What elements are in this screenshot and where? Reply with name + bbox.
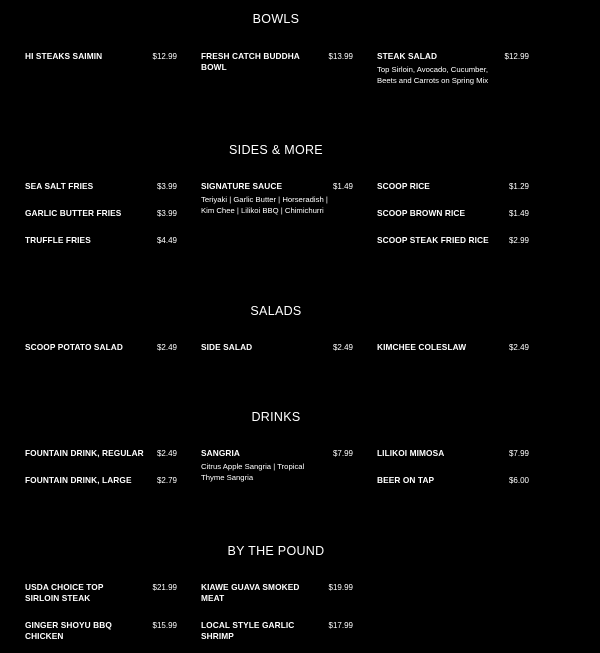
item-name: USDA CHOICE TOP SIRLOIN STEAK xyxy=(25,582,104,603)
item-price: $1.49 xyxy=(508,209,529,218)
item-name: HI STEAKS SAIMIN xyxy=(25,51,103,61)
menu-item-signature-sauce[interactable] xyxy=(201,181,353,216)
menu-item-usda-choice-top-sirloin-steak[interactable] xyxy=(25,582,177,603)
item-name: KIMCHEE COLESLAW xyxy=(377,342,467,352)
item-name: SCOOP RICE xyxy=(377,181,430,191)
section-title-bowls: BOWLS xyxy=(252,12,300,26)
item-price: $12.99 xyxy=(152,52,177,61)
item-name: FRESH CATCH BUDDHA BOWL xyxy=(201,51,300,72)
item-name: SIDE SALAD xyxy=(201,342,253,352)
menu-item-side-salad[interactable] xyxy=(201,342,353,353)
item-price: $3.99 xyxy=(156,182,177,191)
menu-item-scoop-brown-rice[interactable] xyxy=(377,208,529,219)
menu-item-fresh-catch-buddha-bowl[interactable] xyxy=(201,51,353,72)
item-price: $17.99 xyxy=(328,621,353,630)
item-price: $2.79 xyxy=(156,476,177,485)
item-price: $13.99 xyxy=(328,52,353,61)
section-title-by-the-pound: BY THE POUND xyxy=(227,544,325,558)
item-price: $15.99 xyxy=(152,621,177,630)
menu-item-scoop-steak-fried-rice[interactable] xyxy=(377,235,529,246)
menu-item-lilikoi-mimosa[interactable] xyxy=(377,448,529,459)
item-name: GARLIC BUTTER FRIES xyxy=(25,208,122,218)
item-name: SEA SALT FRIES xyxy=(25,181,94,191)
item-description: Top Sirloin, Avocado, Cucumber, Beets and Carrots on Spring Mix xyxy=(377,65,489,85)
item-name: STEAK SALAD xyxy=(377,51,438,61)
item-price: $21.99 xyxy=(152,583,177,592)
item-price: $19.99 xyxy=(328,583,353,592)
item-name: SCOOP STEAK FRIED RICE xyxy=(377,235,489,245)
item-price: $7.99 xyxy=(332,449,353,458)
item-name: TRUFFLE FRIES xyxy=(25,235,91,245)
item-price: $1.29 xyxy=(508,182,529,191)
item-price: $2.99 xyxy=(508,236,529,245)
item-price: $1.49 xyxy=(332,182,353,191)
menu-item-garlic-butter-fries[interactable] xyxy=(25,208,177,219)
item-name: SIGNATURE SAUCE xyxy=(201,181,283,191)
item-name: LOCAL STYLE GARLIC SHRIMP xyxy=(201,620,295,641)
menu-item-beer-on-tap[interactable] xyxy=(377,475,529,486)
menu-item-steak-salad[interactable] xyxy=(377,51,529,86)
menu-item-sangria[interactable] xyxy=(201,448,353,483)
menu-item-truffle-fries[interactable] xyxy=(25,235,177,246)
item-name: SCOOP BROWN RICE xyxy=(377,208,466,218)
item-price: $3.99 xyxy=(156,209,177,218)
item-price: $6.00 xyxy=(508,476,529,485)
menu-item-scoop-rice[interactable] xyxy=(377,181,529,192)
menu-item-local-style-garlic-shrimp[interactable] xyxy=(201,620,353,641)
menu-item-ginger-shoyu-bbq-chicken[interactable] xyxy=(25,620,177,641)
section-title-salads: SALADS xyxy=(250,304,302,318)
menu-item-fountain-drink-regular[interactable] xyxy=(25,448,177,459)
item-price: $7.99 xyxy=(508,449,529,458)
item-price: $12.99 xyxy=(504,52,529,61)
item-name: BEER ON TAP xyxy=(377,475,435,485)
item-price: $2.49 xyxy=(156,343,177,352)
item-name: GINGER SHOYU BBQ CHICKEN xyxy=(25,620,112,641)
item-price: $4.49 xyxy=(156,236,177,245)
item-price: $2.49 xyxy=(156,449,177,458)
section-title-drinks: DRINKS xyxy=(251,410,301,424)
item-name: SCOOP POTATO SALAD xyxy=(25,342,123,352)
menu-item-scoop-potato-salad[interactable] xyxy=(25,342,177,353)
menu-item-kiawe-guava-smoked-meat[interactable] xyxy=(201,582,353,603)
item-price: $2.49 xyxy=(508,343,529,352)
item-description: Citrus Apple Sangria | Tropical Thyme Sangria xyxy=(201,462,305,482)
section-title-sides-and-more: SIDES & MORE xyxy=(229,143,323,157)
menu-item-hi-steaks-saimin[interactable] xyxy=(25,51,177,62)
item-name: LILIKOI MIMOSA xyxy=(377,448,445,458)
menu-item-kimchee-coleslaw[interactable] xyxy=(377,342,529,353)
item-name: KIAWE GUAVA SMOKED MEAT xyxy=(201,582,300,603)
item-description: Teriyaki | Garlic Butter | Horseradish | Kim Chee | Lilikoi BBQ | Chimichurri xyxy=(201,195,328,215)
item-name: FOUNTAIN DRINK, REGULAR xyxy=(25,448,144,458)
item-name: SANGRIA xyxy=(201,448,240,458)
item-name: FOUNTAIN DRINK, LARGE xyxy=(25,475,132,485)
menu-item-sea-salt-fries[interactable] xyxy=(25,181,177,192)
menu-item-fountain-drink-large[interactable] xyxy=(25,475,177,486)
item-price: $2.49 xyxy=(332,343,353,352)
